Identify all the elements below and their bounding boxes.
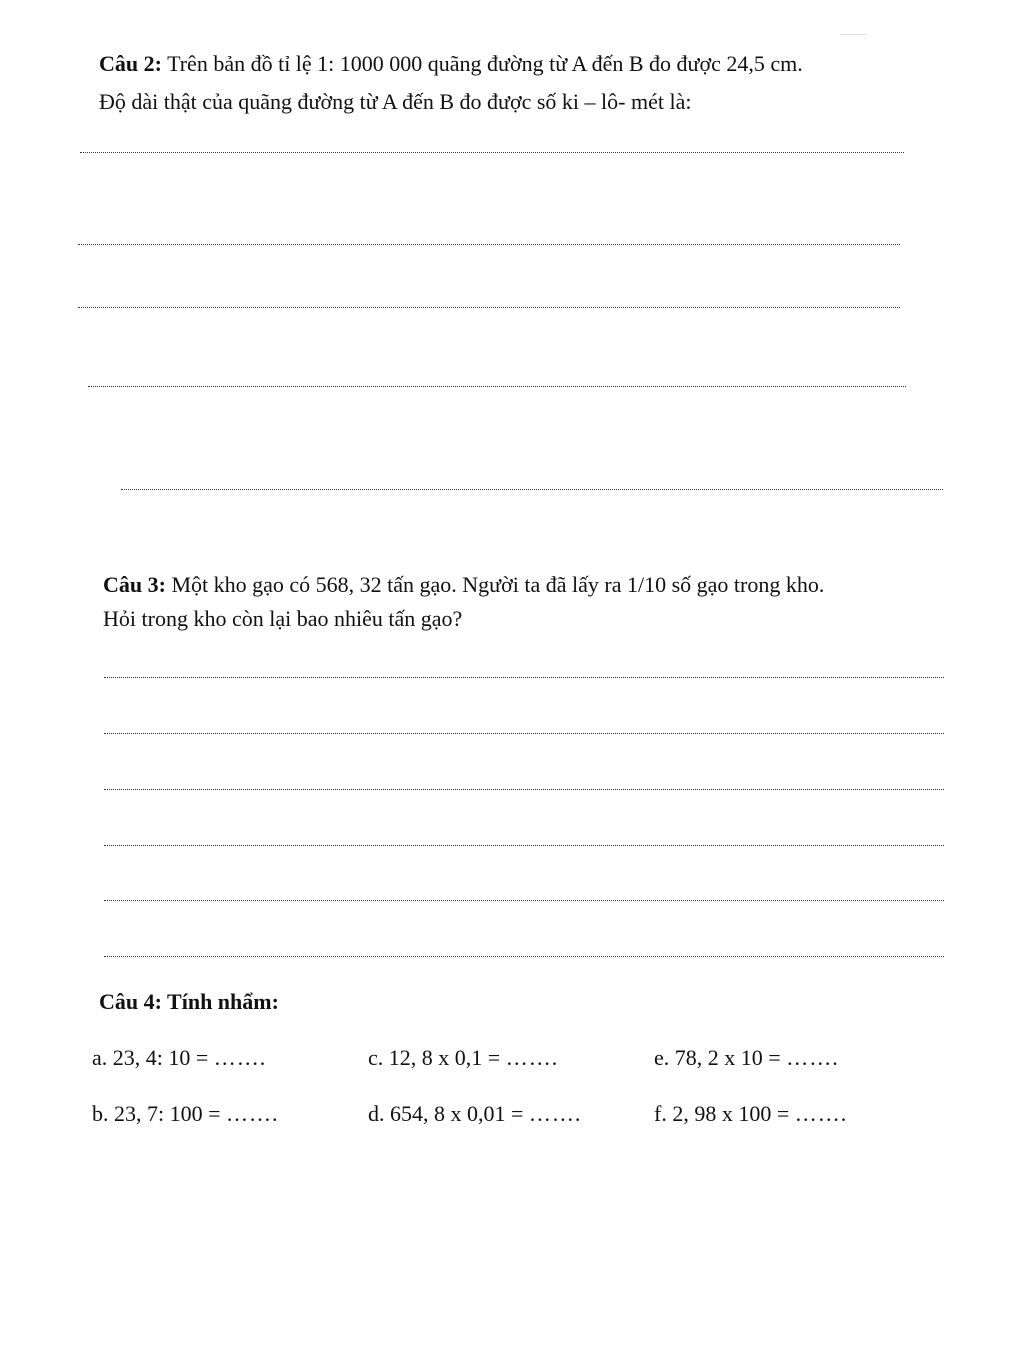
q2-line-1 — [99, 50, 803, 78]
q3-text-1: Một kho gạo có 568, 32 tấn gạo. Người ta đã lấy ra 1/10 số gạo trong kho. — [171, 572, 825, 597]
q4-item-letter: e. — [654, 1045, 670, 1070]
q3-line-1 — [103, 571, 824, 599]
q4-item-f — [654, 1100, 847, 1128]
q4-item-expr: 78, 2 x 10 = — [674, 1045, 781, 1070]
q2-answer-line-1[interactable] — [80, 152, 904, 153]
q4-item-d — [368, 1100, 581, 1128]
q3-answer-line-6[interactable] — [104, 956, 944, 957]
q2-answer-line-4[interactable] — [88, 386, 906, 387]
q3-answer-line-3[interactable] — [104, 789, 944, 790]
q3-text-2: Hỏi trong kho còn lại bao nhiêu tấn gạo? — [103, 606, 463, 631]
q4-item-a — [92, 1044, 266, 1072]
q4-answer-blank[interactable]: ……. — [794, 1101, 848, 1126]
q2-line-2 — [99, 88, 691, 116]
q4-heading: Câu 4: Tính nhẩm: — [99, 989, 279, 1014]
q4-answer-blank[interactable]: ……. — [226, 1101, 279, 1126]
q4-item-b — [92, 1100, 279, 1128]
q4-item-e — [654, 1044, 839, 1072]
q3-answer-line-5[interactable] — [104, 900, 944, 901]
q3-line-2 — [103, 605, 462, 633]
q4-answer-blank[interactable]: ……. — [505, 1045, 559, 1070]
q4-item-c — [368, 1044, 558, 1072]
q4-answer-blank[interactable]: ……. — [528, 1101, 582, 1126]
q3-answer-line-1[interactable] — [104, 677, 944, 678]
q4-item-expr: 23, 7: 100 = — [114, 1101, 221, 1126]
q4-item-letter: b. — [92, 1101, 109, 1126]
q3-answer-line-2[interactable] — [104, 733, 944, 734]
q4-item-expr: 12, 8 x 0,1 = — [388, 1045, 501, 1070]
q4-answer-blank[interactable]: ……. — [786, 1045, 839, 1070]
q2-answer-line-5[interactable] — [121, 489, 943, 490]
q3-label: Câu 3: — [103, 572, 166, 597]
q2-text-2: Độ dài thật của quãng đường từ A đến B đo được số ki – lô- mét là: — [99, 89, 692, 114]
q4-item-expr: 23, 4: 10 = — [112, 1045, 209, 1070]
q4-item-expr: 654, 8 x 0,01 = — [390, 1101, 524, 1126]
q3-answer-line-4[interactable] — [104, 845, 944, 846]
q4-item-expr: 2, 98 x 100 = — [672, 1101, 790, 1126]
q4-answer-blank[interactable]: ……. — [213, 1045, 267, 1070]
q4-item-letter: f. — [654, 1101, 667, 1126]
q4-item-letter: c. — [368, 1045, 384, 1070]
q4-item-letter: d. — [368, 1101, 385, 1126]
q2-text-1: Trên bản đồ tỉ lệ 1: 1000 000 quãng đường từ A đến B đo được 24,5 cm. — [167, 51, 803, 76]
scan-mark — [840, 34, 866, 35]
q2-answer-line-2[interactable] — [78, 244, 900, 245]
q2-label: Câu 2: — [99, 51, 162, 76]
q4-item-letter: a. — [92, 1045, 108, 1070]
q2-answer-line-3[interactable] — [78, 307, 900, 308]
